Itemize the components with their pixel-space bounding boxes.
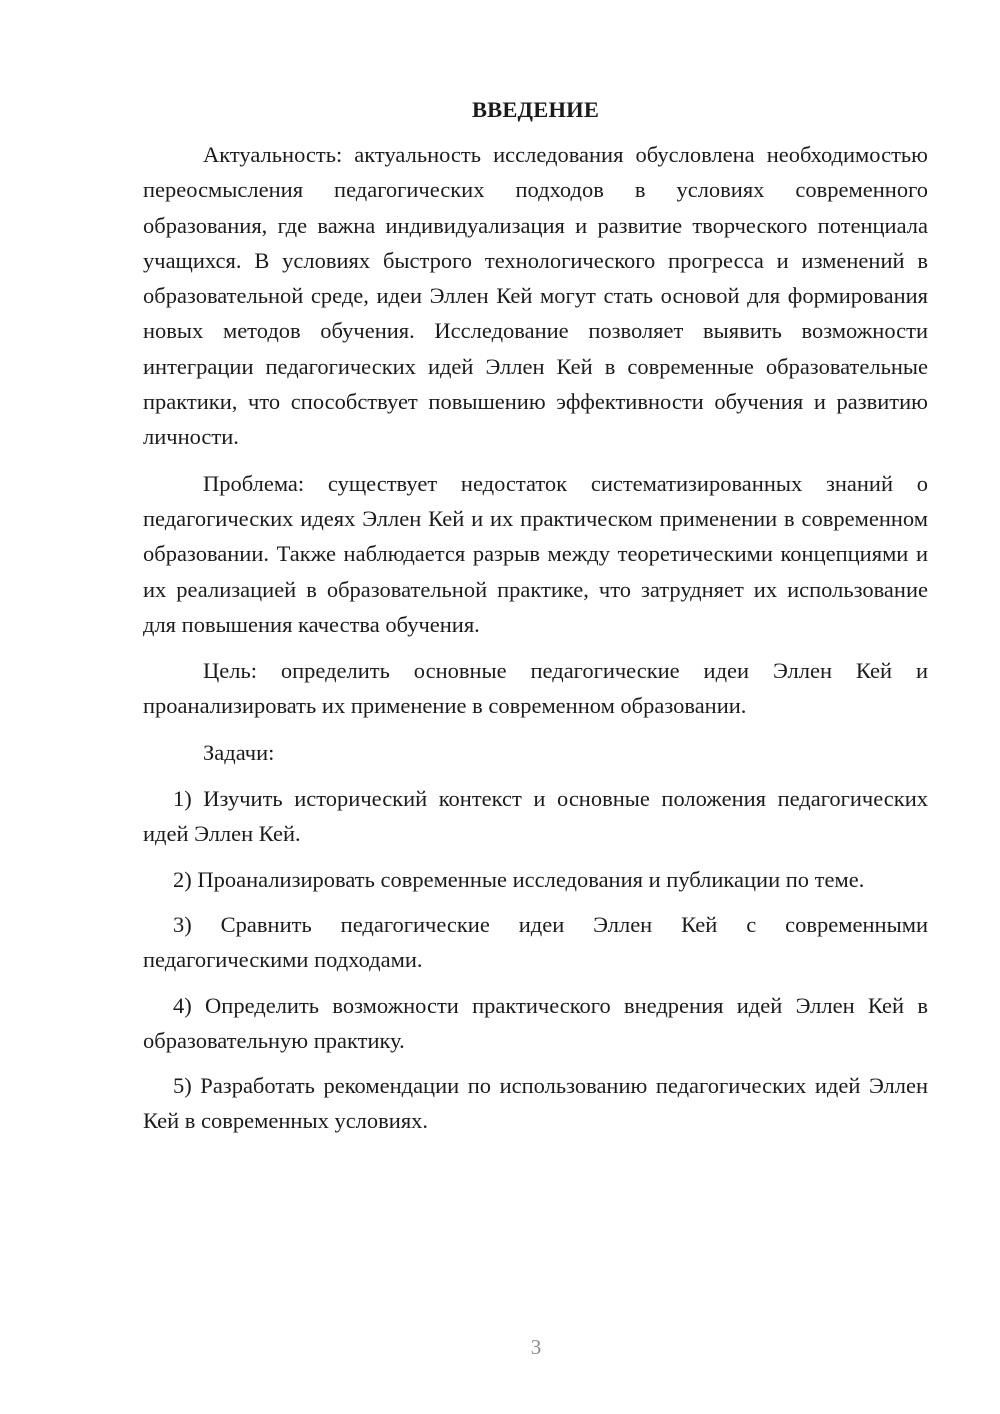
- task-item: 1) Изучить исторический контекст и основные положения педагогических идей Эллен Кей.: [143, 786, 928, 847]
- task-item: 4) Определить возможности практического внедрения идей Эллен Кей в образовательную практику.: [143, 992, 928, 1053]
- paragraph-problem: Проблема: существует недостаток систематизированных знаний о педагогических идеях Эллен Кей и их практическом применении в современном образовании. Также наблюдается разрыв между теоретическими концепциями и их реализацией в образовательной практике, что затрудняет их использование для повышения качества обучения.: [143, 470, 928, 637]
- task-item: 3) Сравнить педагогические идеи Эллен Кей с современными педагогическими подходами.: [143, 911, 928, 973]
- page-number: 3: [530, 1335, 542, 1359]
- paragraph-relevance: Актуальность: актуальность исследования обусловлена необходимостью переосмысления педагогических подходов в условиях современного образования, где важна индивидуализация и развитие творческого потенциала учащихся. В условиях быстрого технологического прогресса и изменений в образовательной среде, идеи Эллен Кей могут стать основой для формирования новых методов обучения. Исследование позволяет выявить возможности интеграции педагогических идей Эллен Кей в современные образовательные практики, что способствует повышению эффективности обучения и развитию личности.: [143, 142, 928, 450]
- task-item: 5) Разработать рекомендации по использованию педагогических идей Эллен Кей в современных условиях.: [143, 1073, 928, 1134]
- page-content: [143, 95, 928, 1149]
- paragraph-goal: Цель: определить основные педагогические идеи Эллен Кей и проанализировать их применение в современном образовании.: [143, 658, 928, 719]
- task-list: [143, 781, 928, 1139]
- task-item: 2) Проанализировать современные исследования и публикации по теме.: [173, 866, 865, 892]
- tasks-label: Задачи:: [203, 739, 275, 765]
- section-heading: ВВЕДЕНИЕ: [471, 97, 600, 122]
